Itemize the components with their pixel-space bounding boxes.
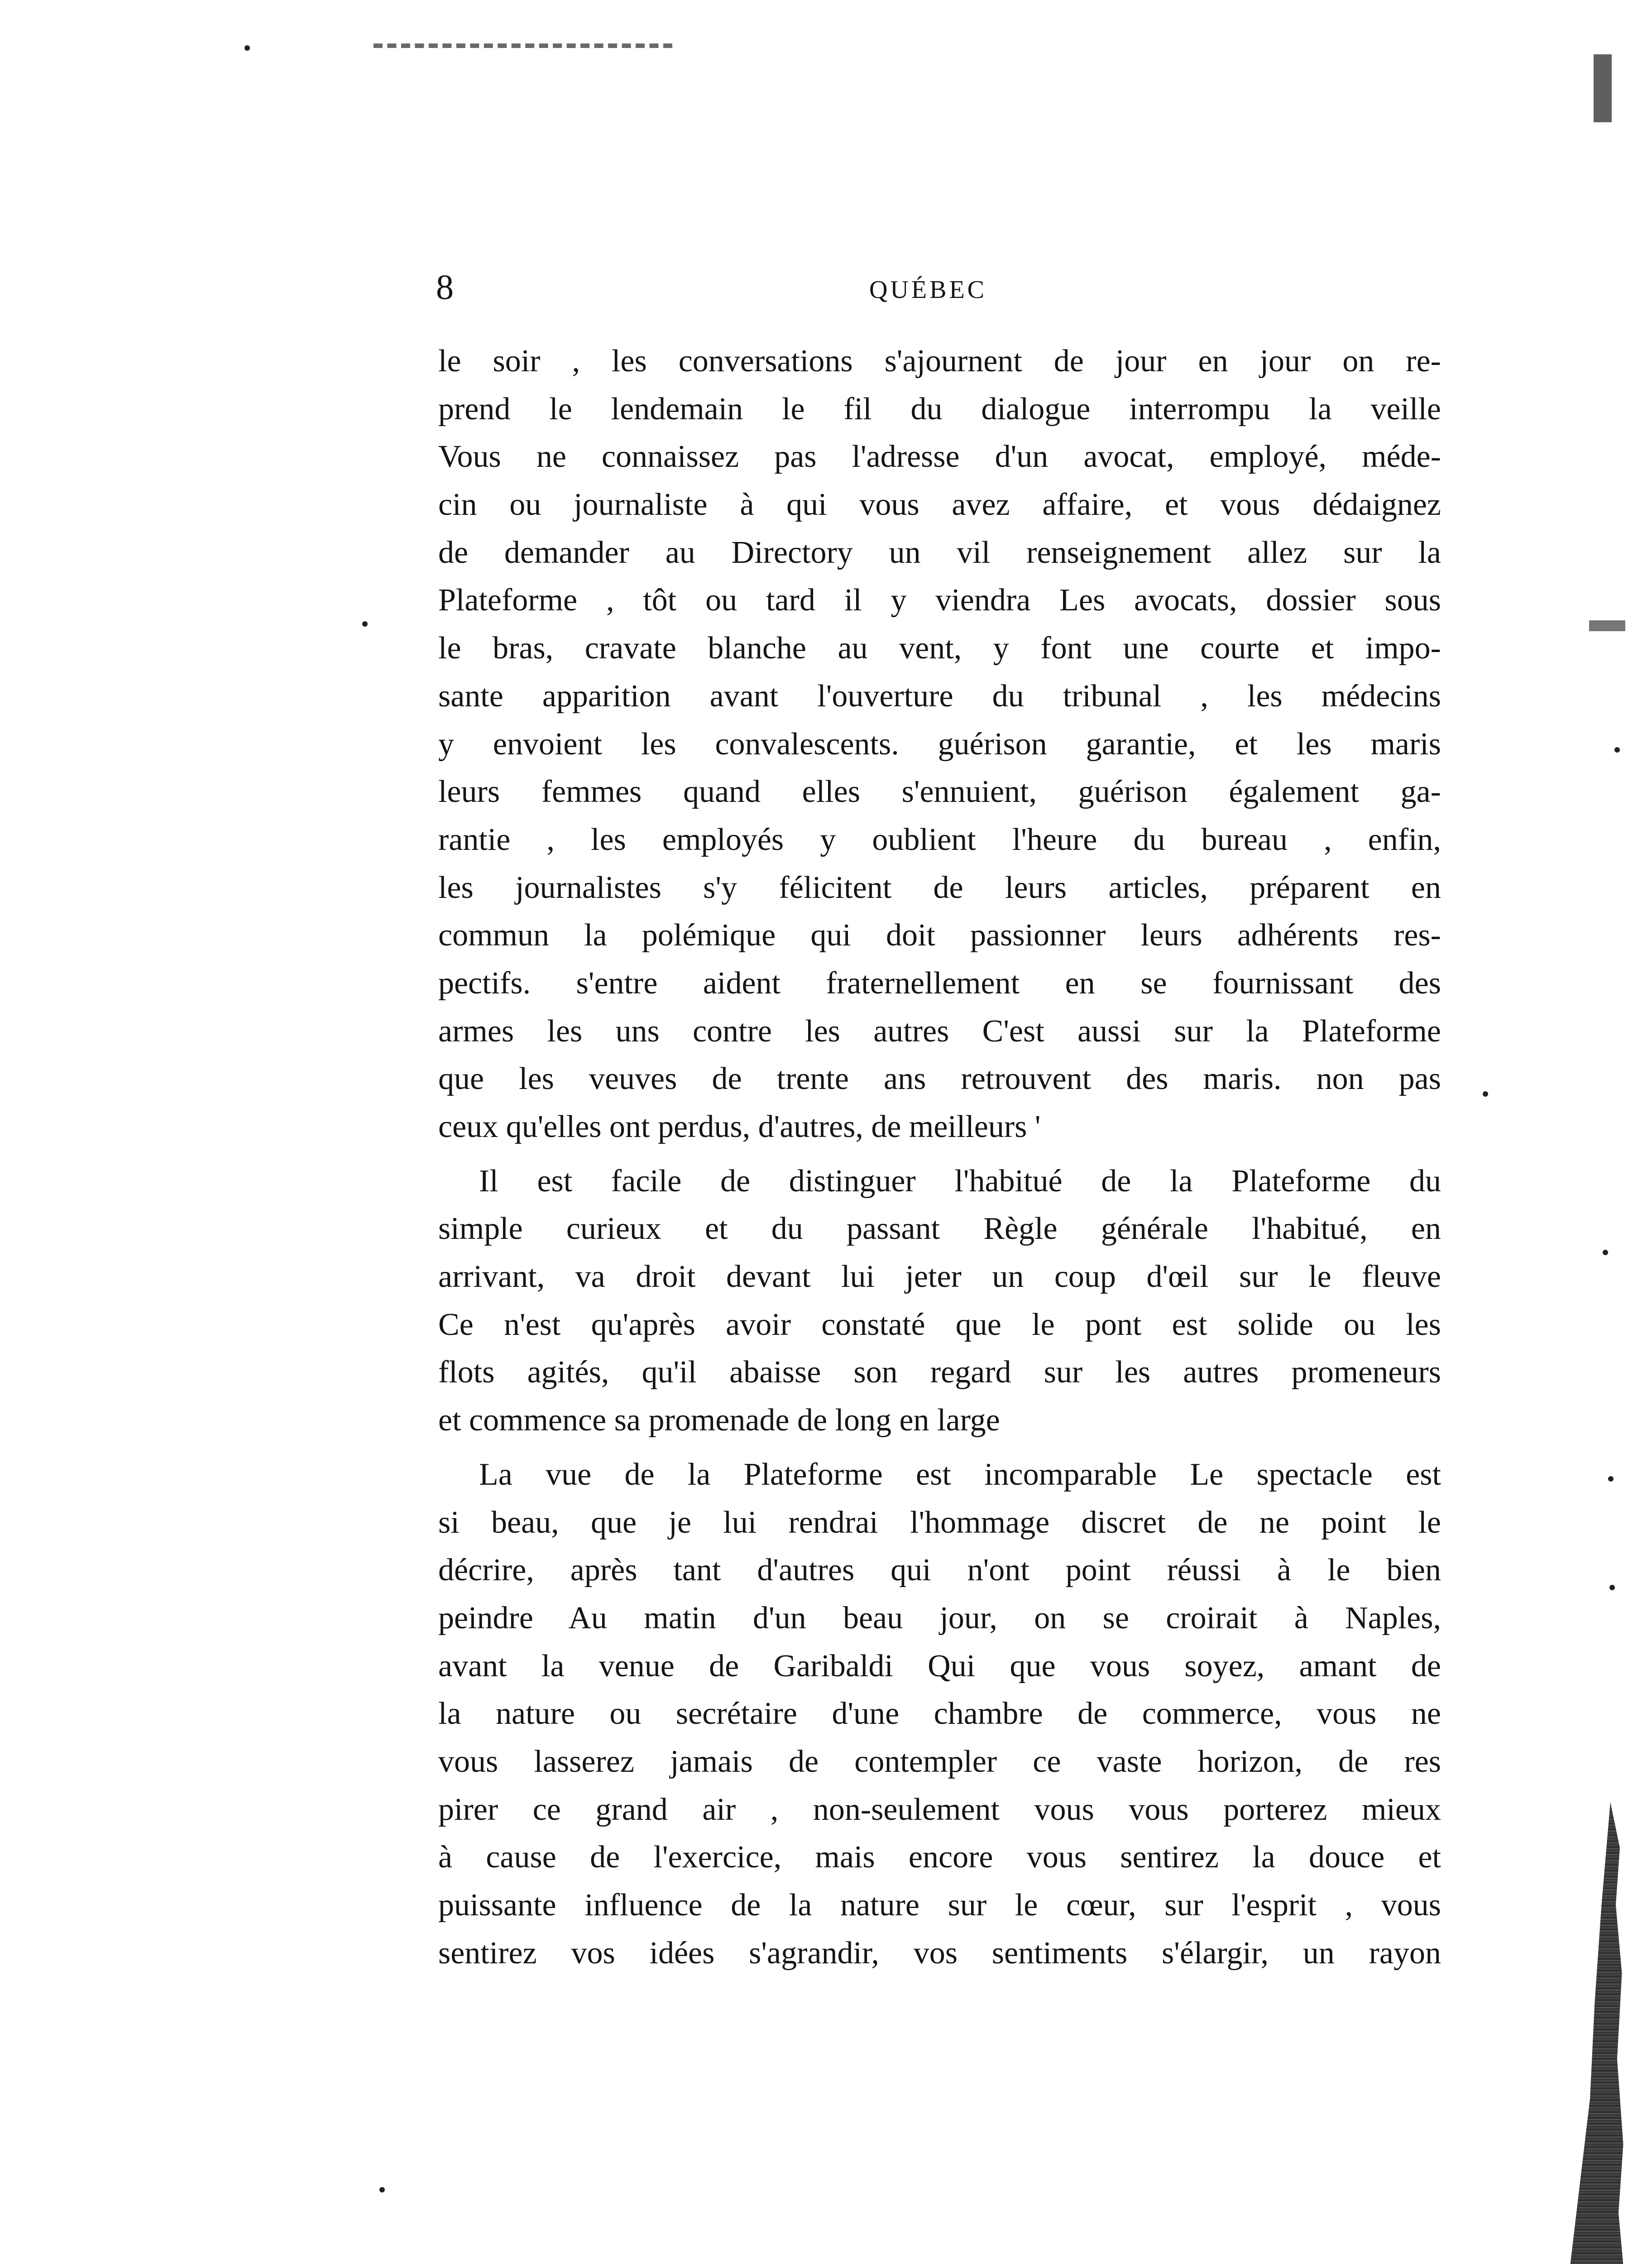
text-line: sante apparition avant l'ouverture du tribunal , les médecins xyxy=(438,678,1441,714)
scan-speck xyxy=(1609,1585,1615,1590)
text-line: Ce n'est qu'après avoir constaté que le pont est solide ou les xyxy=(438,1307,1441,1342)
text-line: y envoient les convalescents. guérison garantie, et les maris xyxy=(438,726,1441,762)
text-line: Vous ne connaissez pas l'adresse d'un avocat, employé, méde- xyxy=(438,439,1441,475)
text-line: avant la venue de Garibaldi Qui que vous soyez, amant de xyxy=(438,1648,1441,1684)
text-line: rantie , les employés y oublient l'heure du bureau , enfin, xyxy=(438,822,1441,857)
text-line: la nature ou secrétaire d'une chambre de commerce, vous ne xyxy=(438,1696,1441,1732)
text-line: et commence sa promenade de long en large xyxy=(438,1403,1000,1438)
text-line: à cause de l'exercice, mais encore vous sentirez la douce et xyxy=(438,1840,1441,1875)
scan-speck xyxy=(362,621,368,627)
scan-smudge xyxy=(1594,54,1612,122)
text-line: arrivant, va droit devant lui jeter un coup d'œil sur le fleuve xyxy=(438,1259,1441,1295)
text-line: Plateforme , tôt ou tard il y viendra Les avocats, dossier sous xyxy=(438,583,1441,618)
scan-top-rule xyxy=(373,43,672,53)
text-line: vous lasserez jamais de contempler ce vaste horizon, de res xyxy=(438,1744,1441,1779)
running-head: QUÉBEC xyxy=(869,276,987,304)
text-line: puissante influence de la nature sur le cœur, sur l'esprit , vous xyxy=(438,1888,1441,1923)
scan-speck xyxy=(1608,1476,1614,1482)
text-line: de demander au Directory un vil renseignement allez sur la xyxy=(438,535,1441,570)
scan-speck xyxy=(1483,1091,1488,1097)
text-line: décrire, après tant d'autres qui n'ont point réussi à le bien xyxy=(438,1553,1441,1588)
text-line: Il est facile de distinguer l'habitué de la Plateforme du xyxy=(479,1163,1441,1199)
body-text xyxy=(438,337,1441,1977)
text-line: pectifs. s'entre aident fraternellement en se fournissant des xyxy=(438,965,1441,1001)
text-line: flots agités, qu'il abaisse son regard sur les autres promeneurs xyxy=(438,1355,1441,1390)
text-line: leurs femmes quand elles s'ennuient, guérison également ga- xyxy=(438,774,1441,810)
text-line: le soir , les conversations s'ajournent de jour en jour on re- xyxy=(438,344,1441,379)
text-line: armes les uns contre les autres C'est aussi sur la Plateforme xyxy=(438,1013,1441,1049)
scan-speck xyxy=(244,45,250,51)
page-number: 8 xyxy=(436,267,454,307)
text-line: que les veuves de trente ans retrouvent des maris. non pas xyxy=(438,1061,1441,1097)
text-line: commun la polémique qui doit passionner leurs adhérents res- xyxy=(438,918,1441,953)
text-line: ceux qu'elles ont perdus, d'autres, de meilleurs ' xyxy=(438,1109,1041,1144)
scan-speck xyxy=(1603,1250,1608,1255)
text-line: si beau, que je lui rendrai l'hommage discret de ne point le xyxy=(438,1505,1441,1540)
text-line: simple curieux et du passant Règle générale l'habitué, en xyxy=(438,1211,1441,1247)
scan-speck xyxy=(379,2187,385,2192)
text-line: les journalistes s'y félicitent de leurs articles, préparent en xyxy=(438,870,1441,905)
text-line: cin ou journaliste à qui vous avez affaire, et vous dédaignez xyxy=(438,487,1441,523)
text-line: La vue de la Plateforme est incomparable Le spectacle est xyxy=(479,1457,1441,1492)
text-line: le bras, cravate blanche au vent, y font une courte et impo- xyxy=(438,631,1441,666)
text-line: peindre Au matin d'un beau jour, on se croirait à Naples, xyxy=(438,1600,1441,1636)
text-line: sentirez vos idées s'agrandir, vos sentiments s'élargir, un rayon xyxy=(438,1935,1441,1971)
scan-edge-shadow xyxy=(1557,1802,1625,2264)
scan-speck xyxy=(1614,747,1620,753)
scan-smudge xyxy=(1589,620,1625,631)
text-line: prend le lendemain le fil du dialogue interrompu la veille xyxy=(438,391,1441,427)
text-line: pirer ce grand air , non-seulement vous vous porterez mieux xyxy=(438,1792,1441,1827)
